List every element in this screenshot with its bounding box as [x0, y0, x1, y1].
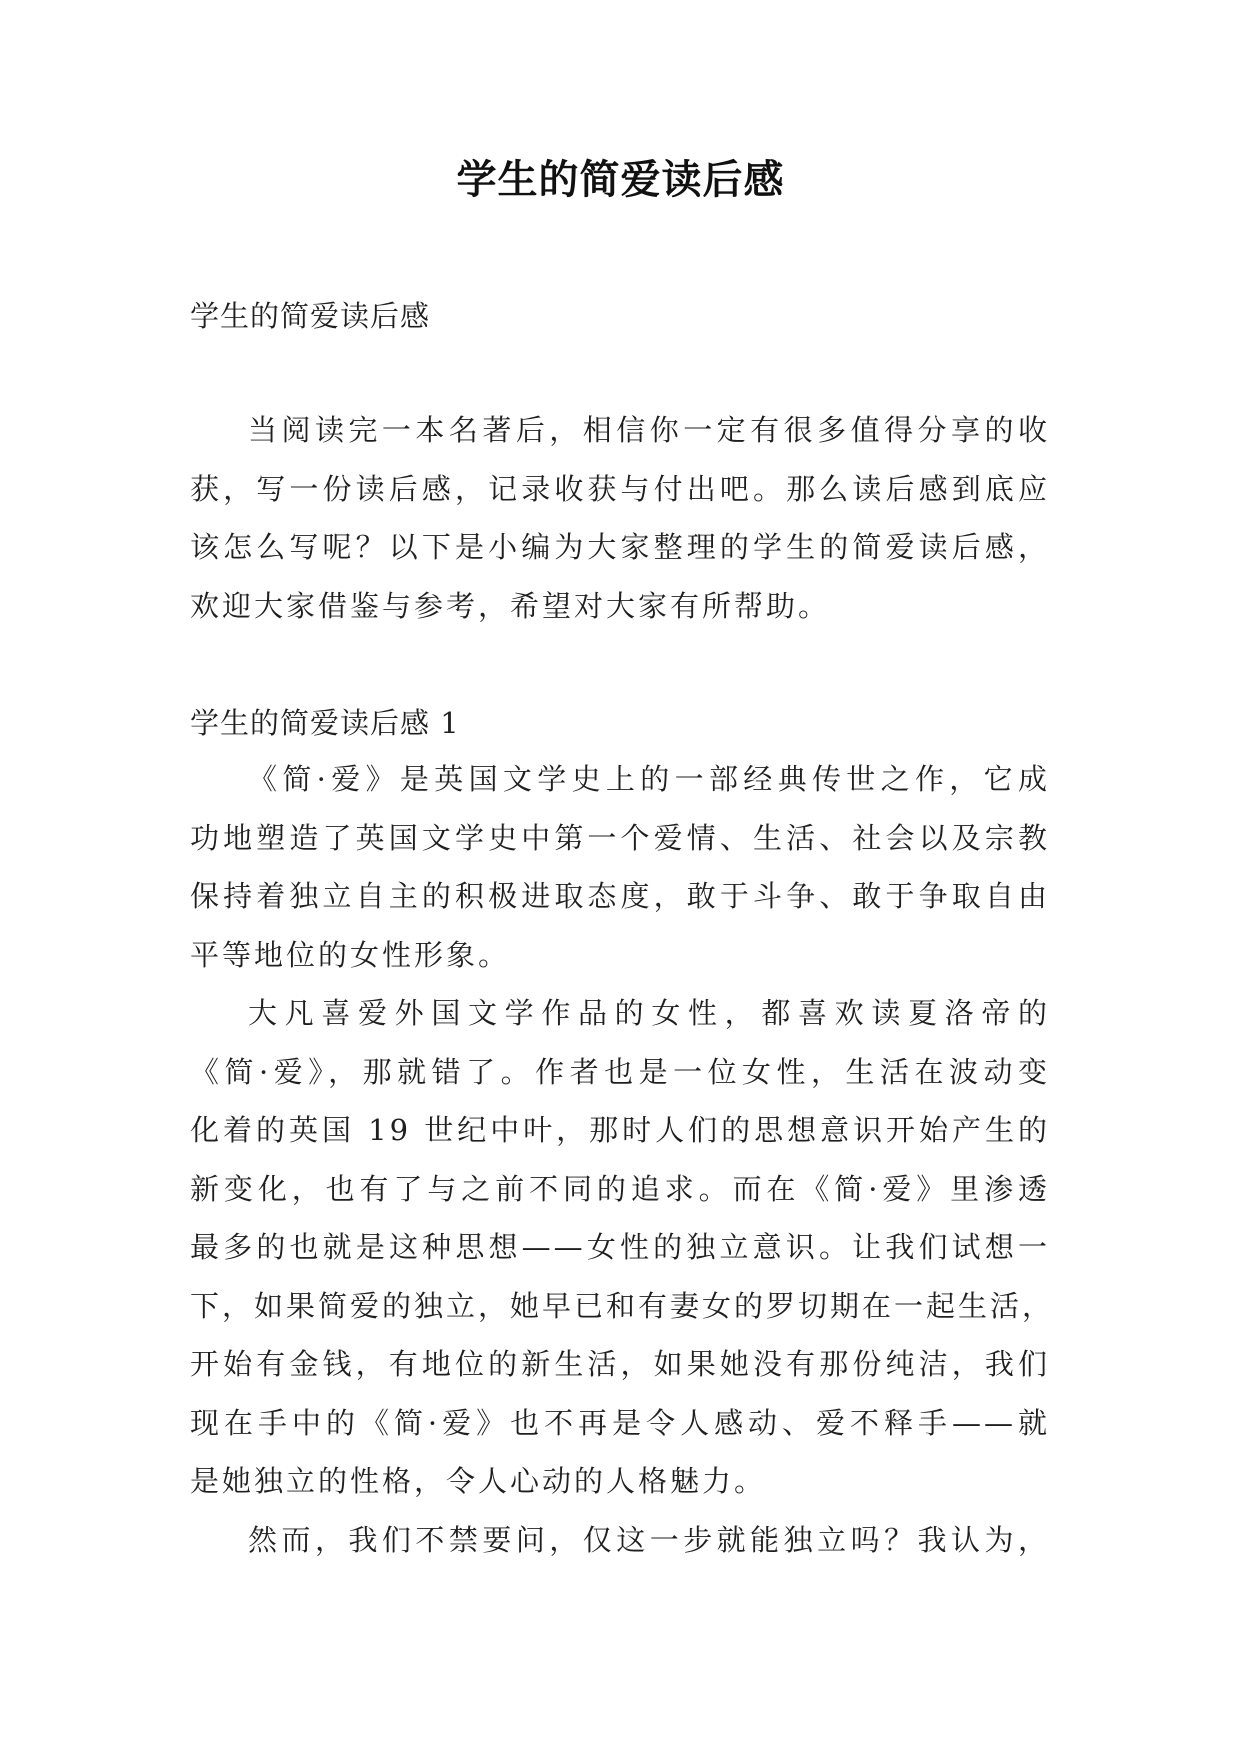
document-subtitle: [190, 287, 1050, 346]
document-title: 学生的简爱读后感: [456, 156, 785, 203]
body-paragraph-3: [190, 1511, 1050, 1570]
paragraph-line: 开始有金钱，有地位的新生活，如果她没有那份纯洁，我们: [190, 1347, 1050, 1381]
intro-line: 当阅读完一本名著后，相信你一定有很多值得分享的收: [248, 413, 1050, 447]
section-heading: [190, 694, 1050, 753]
paragraph-line: 下，如果简爱的独立，她早已和有妻女的罗切期在一起生活，: [190, 1288, 1055, 1323]
paragraph-line: 大凡喜爱外国文学作品的女性，都喜欢读夏洛帝的: [248, 996, 1050, 1030]
intro-line: 该怎么写呢？以下是小编为大家整理的学生的简爱读后感，: [190, 530, 1050, 564]
section-heading-text: 学生的简爱读后感 1: [190, 706, 460, 740]
paragraph-line: 《简·爱》，那就错了。作者也是一位女性，生活在波动变: [190, 1054, 1050, 1089]
paragraph-line: 然而，我们不禁要问，仅这一步就能独立吗？我认为，: [248, 1522, 1050, 1557]
paragraph-line: 平等地位的女性形象。: [190, 937, 511, 972]
intro-line: 获，写一份读后感，记录收获与付出吧。那么读后感到底应: [190, 471, 1050, 506]
intro-paragraph: [190, 401, 1050, 635]
body-paragraph-1: [190, 750, 1050, 984]
paragraph-line: 是她独立的性格，令人心动的人格魅力。: [190, 1464, 767, 1498]
body-paragraph-2: [190, 984, 1055, 1511]
subtitle-text: 学生的简爱读后感: [190, 299, 431, 333]
paragraph-line: 《简·爱》是英国文学史上的一部经典传世之作，它成: [248, 762, 1050, 796]
intro-line: 欢迎大家借鉴与参考，希望对大家有所帮助。: [190, 588, 831, 623]
paragraph-line: 新变化，也有了与之前不同的追求。而在《简·爱》里渗透: [190, 1171, 1050, 1206]
paragraph-line: 保持着独立自主的积极进取态度，敢于斗争、敢于争取自由: [190, 879, 1050, 913]
section-body: [190, 750, 1055, 1569]
paragraph-line: 最多的也就是这种思想——女性的独立意识。让我们试想一: [190, 1230, 1050, 1264]
paragraph-line: 化着的英国 19 世纪中叶，那时人们的思想意识开始产生的: [190, 1113, 1050, 1147]
paragraph-line: 现在手中的《简·爱》也不再是令人感动、爱不释手——就: [190, 1405, 1050, 1440]
paragraph-line: 功地塑造了英国文学史中第一个爱情、生活、社会以及宗教: [190, 820, 1050, 855]
